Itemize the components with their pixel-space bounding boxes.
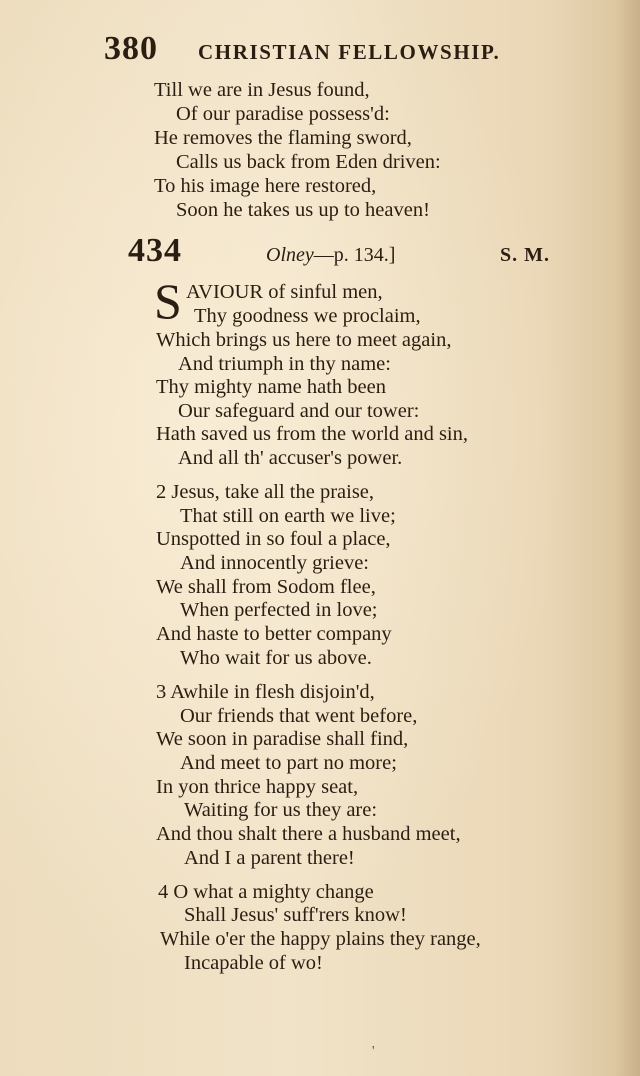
verse-line: Till we are in Jesus found,: [154, 79, 370, 101]
verse-line: And triumph in thy name:: [178, 353, 391, 375]
verse-line: When perfected in love;: [180, 599, 378, 621]
hymn-number: 434: [128, 232, 182, 269]
verse-line: That still on earth we live;: [180, 505, 396, 527]
verse-line: 4 O what a mighty change: [158, 881, 374, 903]
verse-line: AVIOUR of sinful men,: [186, 281, 383, 303]
verse-line: Which brings us here to meet again,: [156, 329, 452, 351]
drop-cap: S: [154, 273, 182, 329]
verse-line: Thy mighty name hath been: [156, 376, 386, 398]
verse-line: To his image here restored,: [154, 175, 377, 197]
tune-reference: [266, 244, 395, 267]
verse-line: And meet to part no more;: [180, 752, 397, 774]
hymn-meter: S. M.: [500, 244, 550, 266]
printer-mark: ': [372, 1044, 375, 1059]
verse-line: And innocently grieve:: [180, 552, 370, 574]
verse-line: 2 Jesus, take all the praise,: [156, 481, 375, 503]
verse-line: Incapable of wo!: [184, 952, 323, 974]
verse-line: And all th' accuser's power.: [178, 447, 403, 469]
verse-line: Thy goodness we proclaim,: [194, 305, 421, 327]
hymn-header: [128, 232, 568, 272]
verse-line: Soon he takes us up to heaven!: [176, 199, 430, 221]
page-edge-shadow: [614, 0, 640, 1076]
verse-line: And haste to better company: [156, 623, 392, 645]
running-title: CHRISTIAN FELLOWSHIP.: [198, 40, 501, 64]
verse-line: And I a parent there!: [184, 847, 355, 869]
verse-line: 3 Awhile in flesh disjoin'd,: [156, 681, 375, 703]
verse-line: We soon in paradise shall find,: [156, 728, 409, 750]
page-number: 380: [104, 30, 158, 67]
verse-line: While o'er the happy plains they range,: [160, 928, 481, 950]
verse-line: Who wait for us above.: [180, 647, 372, 669]
tune-page: —p. 134.]: [313, 244, 396, 266]
verse-line: Our safeguard and our tower:: [178, 400, 420, 422]
verse-line: Waiting for us they are:: [184, 799, 378, 821]
verse-line: Calls us back from Eden driven:: [176, 151, 441, 173]
verse-line: Of our paradise possess'd:: [176, 103, 390, 125]
verse-line: Our friends that went before,: [180, 705, 418, 727]
verse-line: Shall Jesus' suff'rers know!: [184, 904, 407, 926]
verse-line: He removes the flaming sword,: [154, 127, 412, 149]
verse-line: Hath saved us from the world and sin,: [156, 423, 468, 445]
verse-line: We shall from Sodom flee,: [156, 576, 376, 598]
verse-line: Unspotted in so foul a place,: [156, 528, 391, 550]
verse-line: In yon thrice happy seat,: [156, 776, 359, 798]
page-header: [104, 30, 584, 70]
verse-line: And thou shalt there a husband meet,: [156, 823, 461, 845]
tune-name: Olney: [266, 244, 314, 266]
